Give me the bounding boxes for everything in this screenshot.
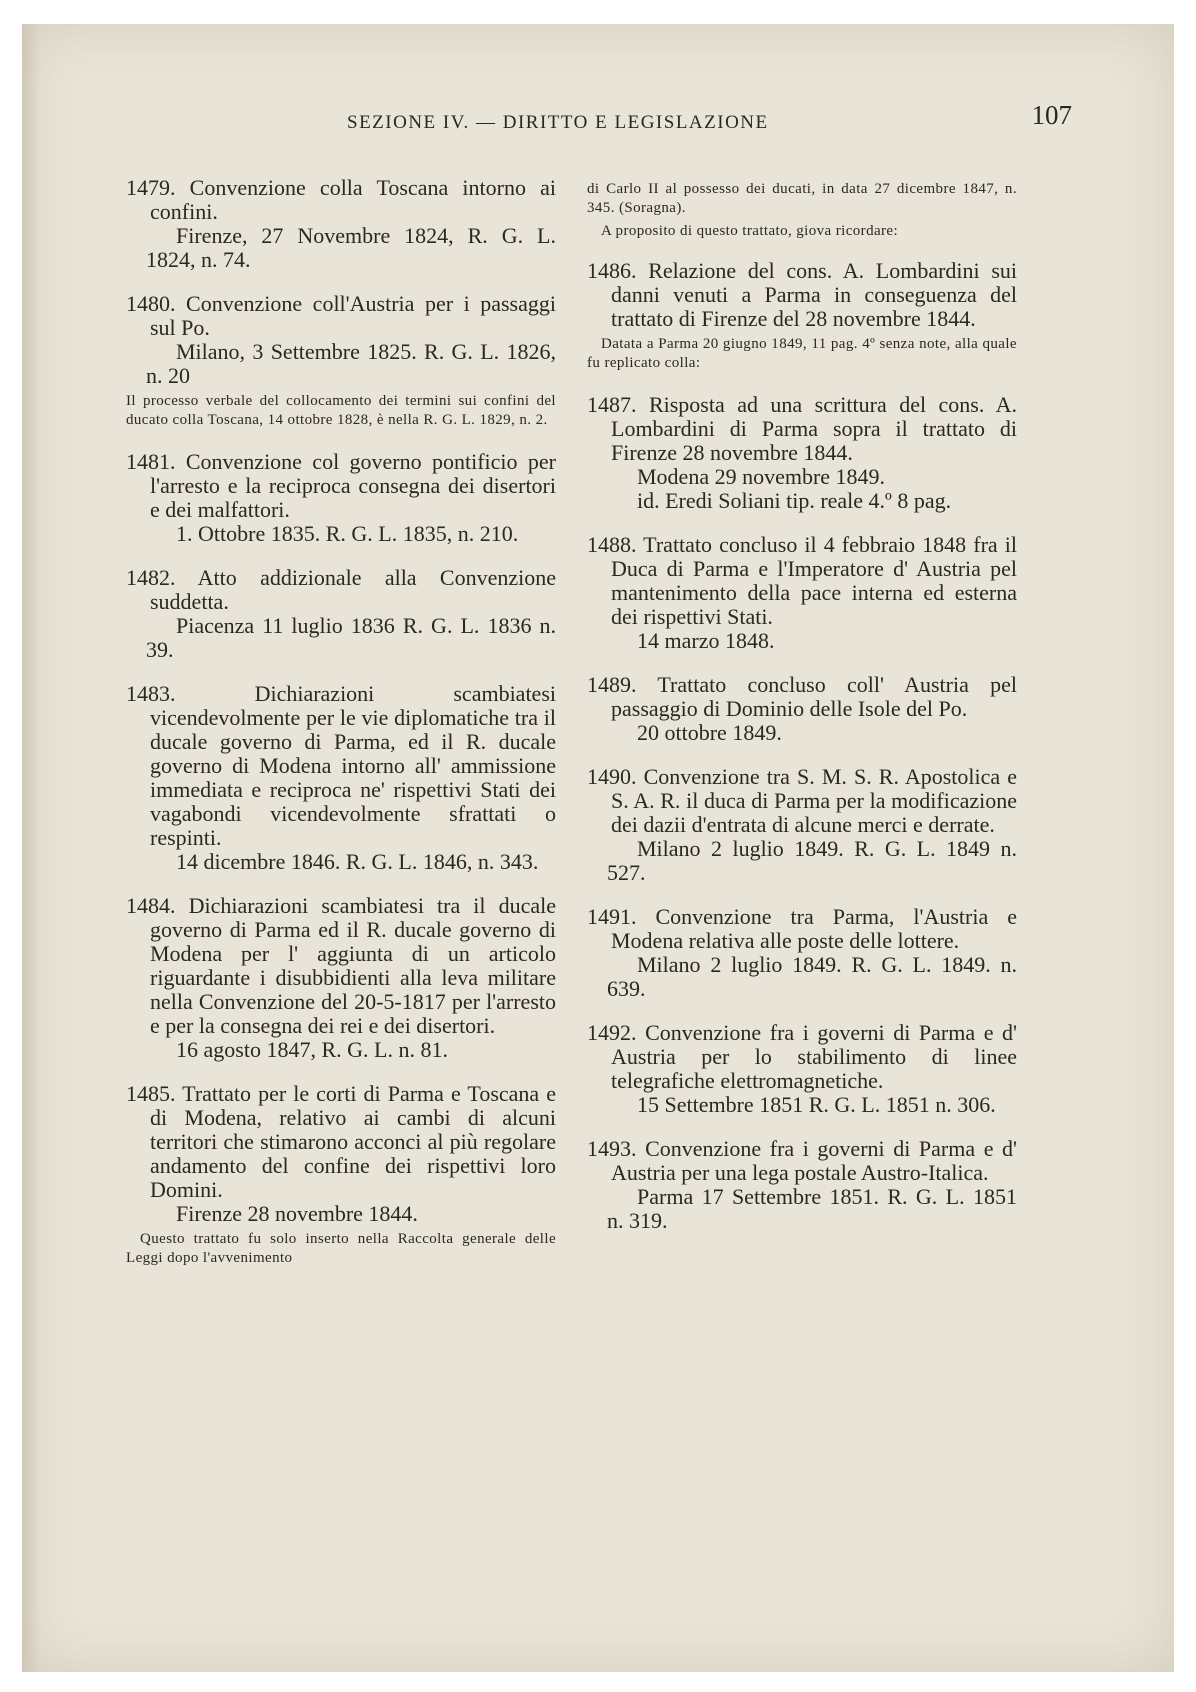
- entry-text: 1486. Relazione del cons. A. Lombardini sui danni venuti a Parma in conseguenza del trattato di Firenze del 28 novembre 1844.: [587, 258, 1017, 331]
- entry-1484: [126, 894, 556, 1062]
- entry-text: 1490. Convenzione tra S. M. S. R. Apostolica e S. A. R. il duca di Parma per la modificazione dei dazii d'entrata di alcune merci e derrate.: [587, 764, 1017, 837]
- entry-reference: Modena 29 novembre 1849.: [637, 464, 886, 489]
- entry-note: Questo trattato fu solo inserto nella Raccolta generale delle Leggi dopo l'avvenimento: [126, 1231, 556, 1266]
- entry-text: 1479. Convenzione colla Toscana intorno ai confini.: [126, 175, 556, 224]
- entry-text: 1487. Risposta ad una scrittura del cons. A. Lombardini di Parma sopra il trattato di Firenze 28 novembre 1844.: [587, 392, 1017, 465]
- book-page: [22, 24, 1174, 1672]
- entry-reference: 14 dicembre 1846. R. G. L. 1846, n. 343.: [176, 849, 539, 874]
- entry-note: Il processo verbale del collocamento dei termini sui confini del ducato colla Toscana, 14 ottobre 1828, è nella R. G. L. 1829, n. 2.: [126, 393, 556, 428]
- entry-1482: [126, 566, 556, 662]
- entry-reference-printer: id. Eredi Soliani tip. reale 4.º 8 pag.: [637, 488, 952, 513]
- entry-1488: [587, 533, 1017, 653]
- entry-text: 1488. Trattato concluso il 4 febbraio 1848 fra il Duca di Parma e l'Imperatore d' Austria pel mantenimento della pace interna ed esterna dei rispettivi Stati.: [587, 532, 1017, 629]
- entry-1479: [126, 176, 556, 272]
- entry-reference: 20 ottobre 1849.: [637, 720, 782, 745]
- continued-note-remark: A proposito di questo trattato, giova ricordare:: [601, 223, 899, 239]
- page-number: 107: [1031, 100, 1072, 130]
- entry-text: 1491. Convenzione tra Parma, l'Austria e Modena relativa alle poste delle lottere.: [587, 904, 1017, 953]
- entry-text: 1489. Trattato concluso coll' Austria pel passaggio di Dominio delle Isole del Po.: [587, 672, 1017, 721]
- entry-text: 1493. Convenzione fra i governi di Parma e d' Austria per una lega postale Austro-Italica.: [587, 1136, 1017, 1185]
- left-column: [126, 176, 556, 1288]
- entry-1489: [587, 673, 1017, 745]
- entry-text: 1484. Dichiarazioni scambiatesi tra il ducale governo di Parma ed il R. ducale governo di Modena per l' aggiunta di un articolo riguardante i disubbidienti alla leva militare nella Convenzione del 20-5-1817 per l'arresto e per la consegna dei rei e dei disertori.: [126, 893, 556, 1038]
- entry-text: 1482. Atto addizionale alla Convenzione suddetta.: [126, 565, 556, 614]
- entry-text: 1485. Trattato per le corti di Parma e Toscana e di Modena, relativo ai cambi di alcuni territori che stimarono acconci al più regolare andamento del confine dei rispettivi loro Domini.: [126, 1081, 556, 1202]
- page-binding-shadow: [22, 24, 40, 1672]
- entry-reference: Milano, 3 Settembre 1825. R. G. L. 1826, n. 20: [146, 339, 556, 388]
- entry-note: Datata a Parma 20 giugno 1849, 11 pag. 4º senza note, alla quale fu replicato colla:: [587, 336, 1017, 371]
- entry-reference: 15 Settembre 1851 R. G. L. 1851 n. 306.: [637, 1092, 996, 1117]
- entry-1491: [587, 905, 1017, 1001]
- entry-1487: [587, 393, 1017, 513]
- right-column: [587, 176, 1017, 1253]
- entry-1490: [587, 765, 1017, 885]
- entry-reference: 1. Ottobre 1835. R. G. L. 1835, n. 210.: [176, 521, 519, 546]
- entry-1481: [126, 450, 556, 546]
- entry-reference: Milano 2 luglio 1849. R. G. L. 1849. n. 639.: [607, 952, 1017, 1001]
- entry-reference: Firenze, 27 Novembre 1824, R. G. L. 1824, n. 74.: [146, 223, 556, 272]
- entry-reference: 16 agosto 1847, R. G. L. n. 81.: [176, 1037, 448, 1062]
- entry-reference: Piacenza 11 luglio 1836 R. G. L. 1836 n. 39.: [146, 613, 556, 662]
- entry-1485: [126, 1082, 556, 1268]
- entry-1492: [587, 1021, 1017, 1117]
- entry-text: 1480. Convenzione coll'Austria per i passaggi sul Po.: [126, 291, 556, 340]
- running-header: [347, 100, 1082, 140]
- entry-1493: [587, 1137, 1017, 1233]
- continued-note: [587, 180, 1017, 241]
- entry-reference: Parma 17 Settembre 1851. R. G. L. 1851 n. 319.: [607, 1184, 1017, 1233]
- entry-reference: Firenze 28 novembre 1844.: [176, 1201, 418, 1226]
- entry-1480: [126, 292, 556, 430]
- section-title: SEZIONE IV. — DIRITTO E LEGISLAZIONE: [347, 112, 769, 133]
- entry-text: 1492. Convenzione fra i governi di Parma e d' Austria per lo stabilimento di linee telegrafiche elettromagnetiche.: [587, 1020, 1017, 1093]
- entry-text: 1483. Dichiarazioni scambiatesi vicendevolmente per le vie diplomatiche tra il ducale governo di Parma, ed il R. ducale governo di Modena intorno all' ammissione immediata e reciproca ne' rispettivi Stati dei vagabondi vicendevolmente sfrattati o respinti.: [126, 681, 556, 850]
- entry-reference: 14 marzo 1848.: [637, 628, 775, 653]
- entry-reference: Milano 2 luglio 1849. R. G. L. 1849 n. 527.: [607, 836, 1017, 885]
- entry-1486: [587, 259, 1017, 373]
- entry-text: 1481. Convenzione col governo pontificio per l'arresto e la reciproca consegna dei disertori e dei malfattori.: [126, 449, 556, 522]
- entry-1483: [126, 682, 556, 874]
- continued-note-text: di Carlo II al possesso dei ducati, in data 27 dicembre 1847, n. 345. (Soragna).: [587, 181, 1017, 216]
